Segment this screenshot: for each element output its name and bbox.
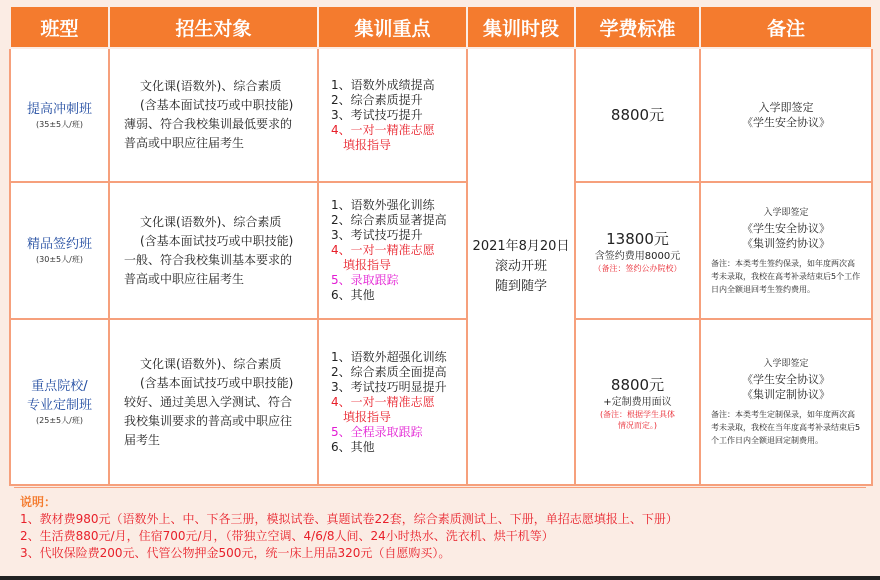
target-line: (含基本面试技巧或中职技能) [140, 233, 294, 248]
focus-item: 5、录取跟踪 [331, 273, 399, 287]
fee-sub: +定制费用面议 [603, 396, 672, 408]
header-fee: 学费标准 [575, 6, 700, 48]
focus-item: 4、一对一精准志愿 [331, 122, 435, 137]
class-capacity: (25±5人/班) [36, 416, 83, 425]
period-line: 2021年8月20日 [472, 238, 570, 254]
focus-item: 6、其他 [331, 288, 375, 302]
focus-item: 3、考试技巧提升 [331, 228, 423, 242]
target-line: 一般、符合我校集训基本要求的 [124, 252, 293, 267]
fee-cell [575, 48, 700, 182]
focus-cell [318, 48, 467, 182]
header-focus: 集训重点 [318, 6, 467, 48]
bottom-strip [0, 576, 880, 580]
period-cell [467, 48, 575, 485]
focus-item: 2、综合素质显著提高 [331, 213, 447, 227]
notes-section [20, 494, 860, 562]
table-header-row [10, 6, 872, 48]
target-line: 我校集训要求的普高或中职应往 [124, 413, 293, 428]
focus-item: 填报指导 [343, 409, 392, 424]
table-row [10, 319, 872, 485]
target-line: 文化课(语数外)、综合素质 [140, 214, 282, 229]
target-line: 文化课(语数外)、综合素质 [140, 79, 282, 93]
fee-note: （备注：签约公办院校） [593, 263, 682, 273]
fee-amount: 8800元 [610, 106, 665, 124]
remark-line: 《集训签约协议》 [742, 236, 830, 250]
class-name-cell [10, 319, 109, 485]
focus-item: 1、语数外强化训练 [331, 198, 435, 212]
target-line: (含基本面试技巧或中职技能) [140, 375, 294, 390]
remark-cell [700, 182, 872, 319]
remark-line: 入学即签定 [763, 359, 809, 369]
notes-title: 说明： [20, 495, 57, 509]
focus-item: 填报指导 [343, 258, 392, 272]
fee-note: 情况而定。) [617, 420, 658, 430]
header-target: 招生对象 [109, 6, 318, 48]
remark-detail: 备注：本类考生定制保录，如年度两次高考未录取，我校在当年度高考补录结束后5个工作日内全额退回定制费用。 [711, 410, 861, 445]
header-class-type: 班型 [10, 6, 109, 48]
fee-cell [575, 182, 700, 319]
remark-line: 入学即签定 [763, 207, 809, 218]
remark-line: 《学生安全协议》 [742, 373, 830, 386]
fee-sub: 含签约费用8000元 [594, 250, 681, 262]
focus-item: 3、考试技巧明显提升 [331, 379, 447, 394]
target-line: 届考生 [124, 432, 161, 447]
class-name-cell [10, 48, 109, 182]
target-line: 薄弱、符合我校集训最低要求的 [124, 117, 293, 131]
class-name: 专业定制班 [26, 398, 92, 413]
class-name: 重点院校/ [31, 379, 88, 394]
period-line: 随到随学 [494, 278, 547, 294]
header-period: 集训时段 [467, 6, 575, 48]
note-line-2: 2、生活费880元/月，住宿700元/月，（带独立空调、4/6/8人间、24小时热水、洗衣机、烘干机等） [20, 529, 554, 543]
target-line: 文化课(语数外)、综合素质 [140, 356, 282, 371]
fee-cell [575, 319, 700, 485]
focus-item: 3、考试技巧提升 [331, 107, 423, 122]
target-cell [109, 182, 318, 319]
focus-item: 填报指导 [343, 137, 392, 152]
target-line: (含基本面试技巧或中职技能) [140, 98, 294, 112]
target-line: 普高或中职应往届考生 [124, 271, 245, 286]
period-line: 滚动开班 [494, 258, 547, 274]
class-name: 提高冲刺班 [26, 101, 92, 117]
remark-line: 入学即签定 [758, 101, 814, 114]
remark-cell [700, 319, 872, 485]
table-row [10, 48, 872, 182]
focus-item: 2、综合素质提升 [331, 92, 423, 107]
focus-item: 1、语数外成绩提高 [331, 77, 435, 92]
remark-line: 《集训定制协议》 [742, 388, 830, 401]
target-line: 普高或中职应往届考生 [124, 136, 245, 150]
class-capacity: (35±5人/班) [36, 119, 83, 129]
focus-cell [318, 319, 467, 485]
remark-detail: 备注：本类考生签约保录，如年度两次高考未录取，我校在高考补录结束后5个工作日内全额退回考生签约费用。 [711, 258, 861, 294]
target-cell [109, 319, 318, 485]
tuition-table [9, 5, 873, 486]
focus-item: 6、其他 [331, 439, 375, 454]
focus-item: 5、全程录取跟踪 [331, 424, 423, 439]
focus-item: 1、语数外超强化训练 [331, 349, 447, 364]
class-capacity: (30±5人/班) [36, 255, 83, 264]
target-cell [109, 48, 318, 182]
focus-cell [318, 182, 467, 319]
note-line-1: 1、教材费980元（语数外上、中、下各三册，模拟试卷、真题试卷22套，综合素质测试上、下册，单招志愿填报上、下册） [20, 512, 678, 526]
note-line-3: 3、代收保险费200元、代管公物押金500元，统一床上用品320元（自愿购买）。 [20, 546, 451, 560]
remark-line: 《学生安全协议》 [742, 221, 830, 235]
fee-amount: 8800元 [610, 375, 665, 394]
focus-item: 2、综合素质全面提高 [331, 364, 447, 379]
focus-item: 4、一对一精准志愿 [331, 243, 435, 257]
class-name: 精品签约班 [26, 237, 92, 252]
table-row [10, 182, 872, 319]
fee-note: (备注：根据学生具体 [599, 409, 676, 419]
remark-line: 《学生安全协议》 [742, 116, 830, 129]
class-name-cell [10, 182, 109, 319]
header-remark: 备注 [700, 6, 872, 48]
fee-amount: 13800元 [606, 229, 669, 248]
divider [14, 487, 866, 488]
remark-cell [700, 48, 872, 182]
focus-item: 4、一对一精准志愿 [331, 394, 435, 409]
target-line: 较好、通过美思入学测试、符合 [124, 394, 293, 409]
